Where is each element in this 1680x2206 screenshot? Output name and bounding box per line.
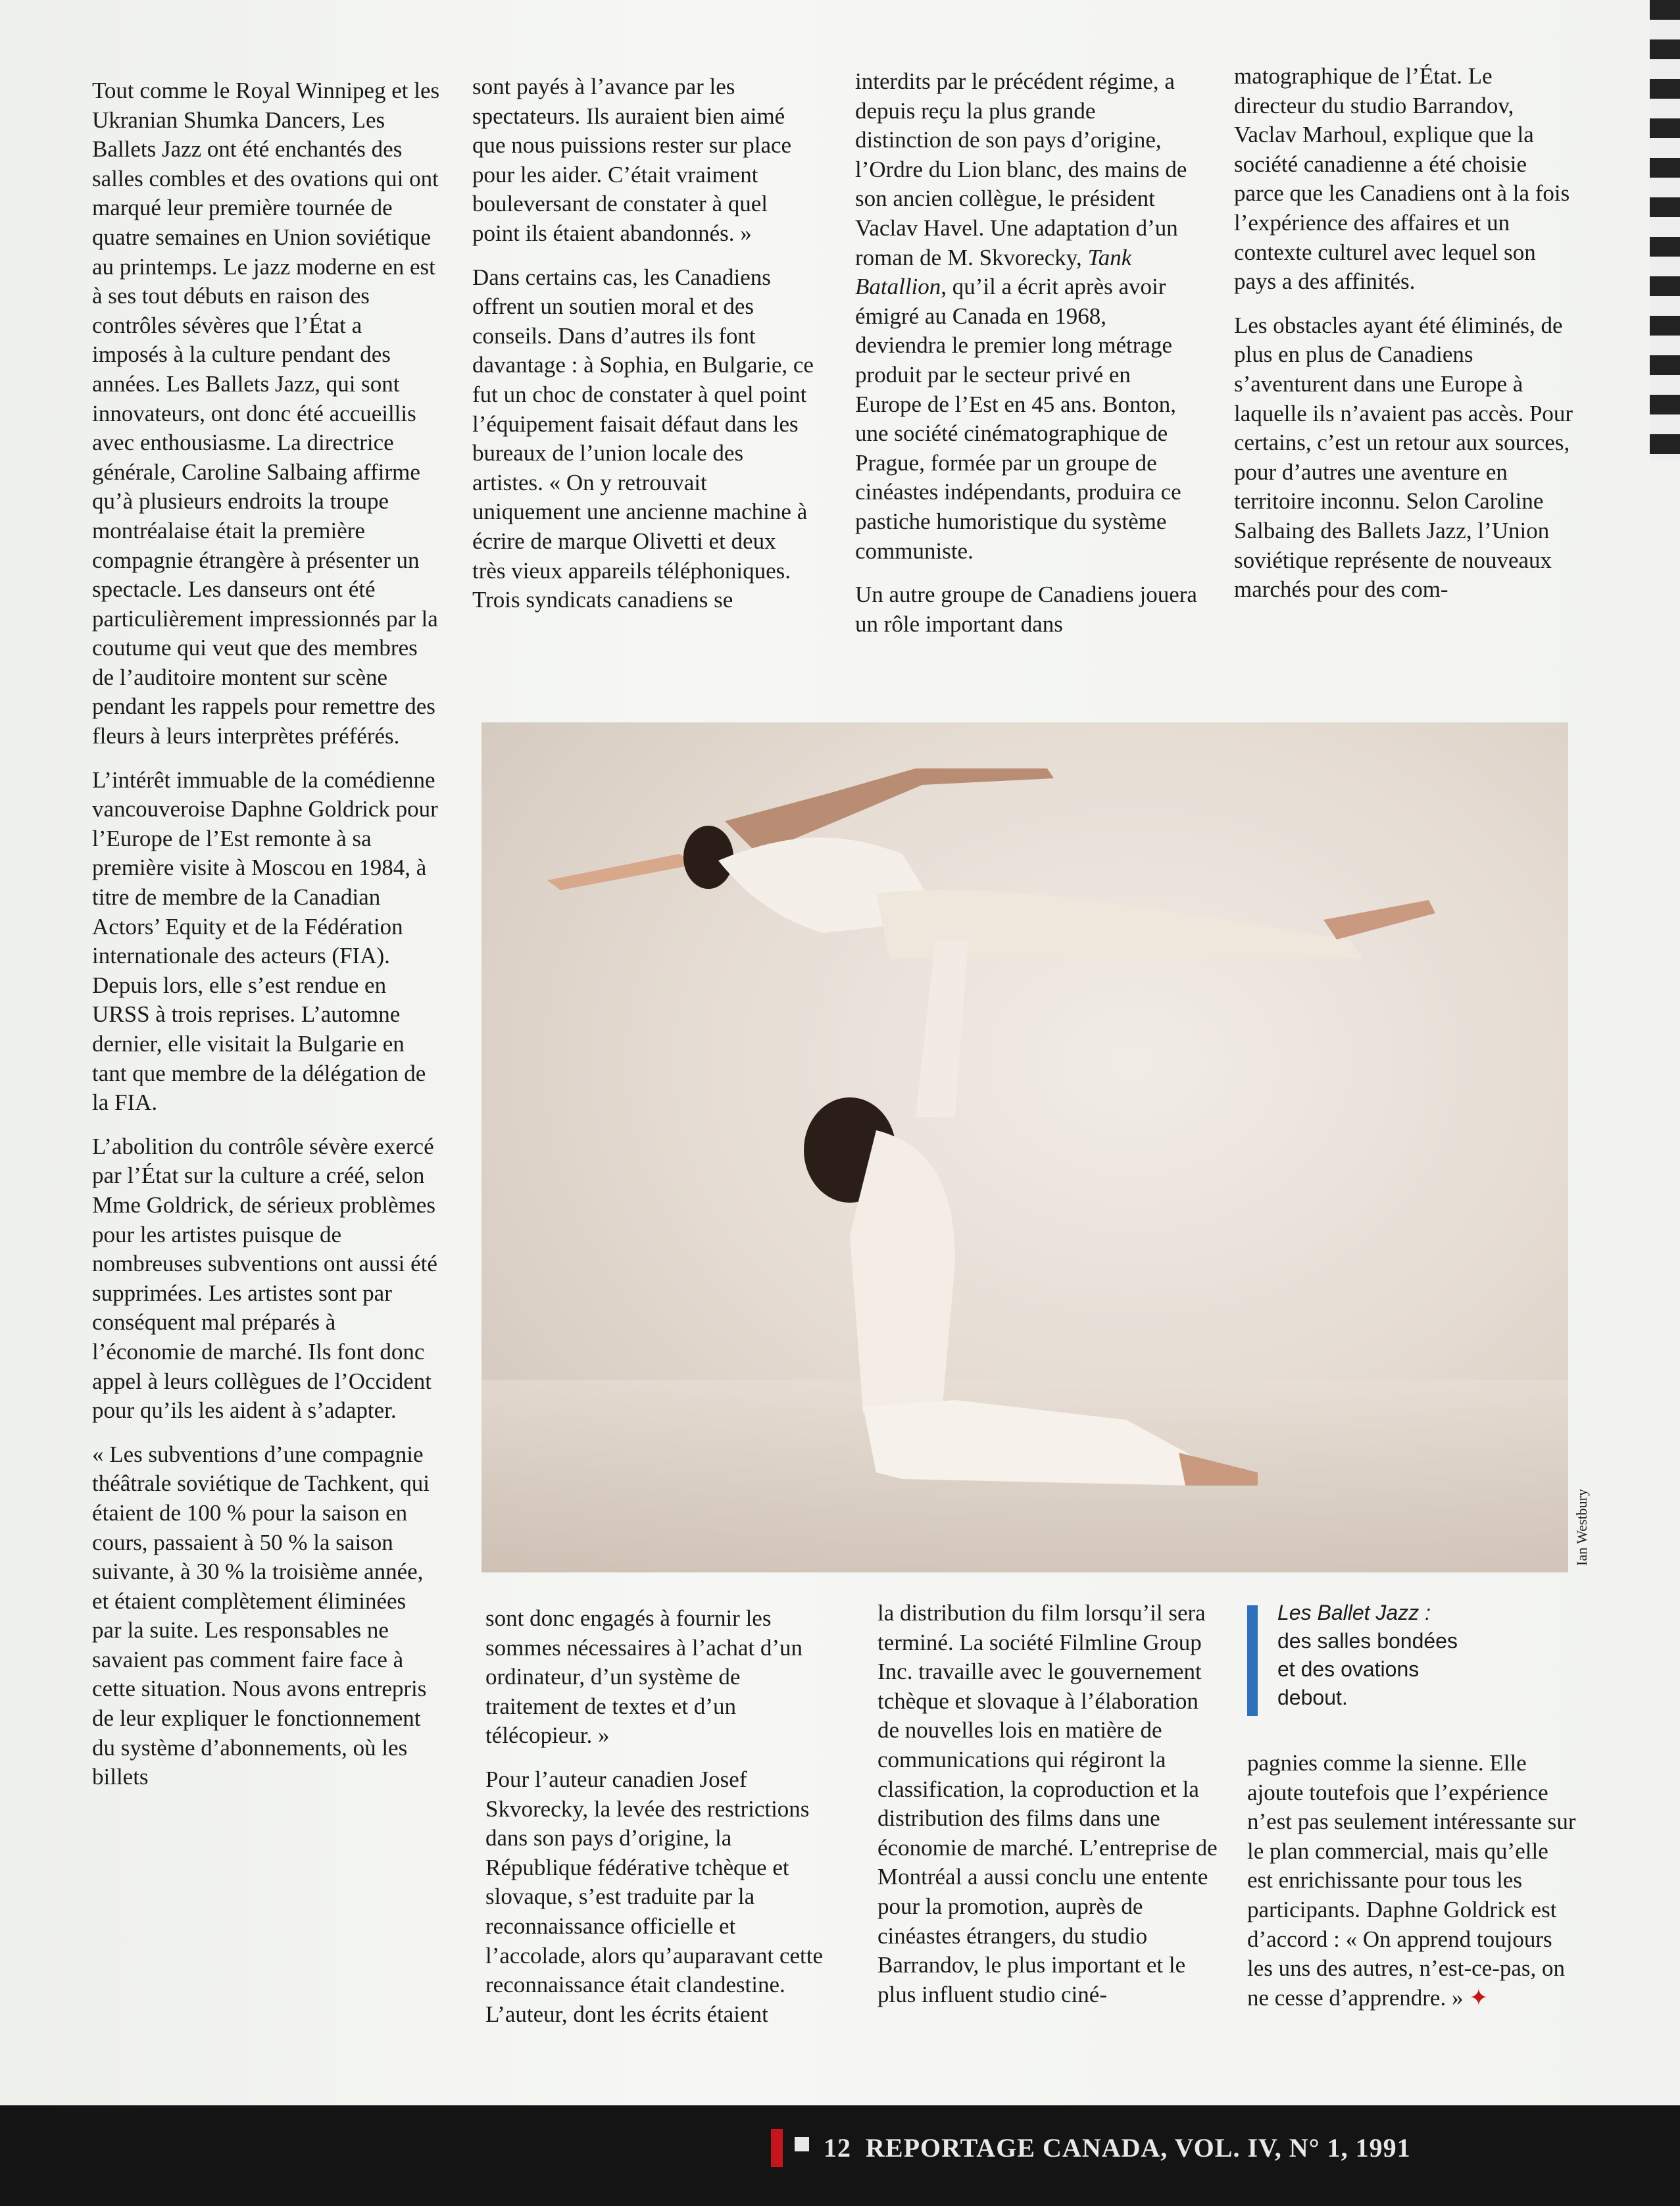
col1-paragraph-4: « Les subventions d’une compagnie théâtrale soviétique de Tachkent, qui étaient de 100 % pour la saison en cours, passaient à 50 % la saison suivante, à 30 % la troisième année, et étaient complètement éliminées par la suite. Les responsables ne savaient pas comment faire face à cette situation. Nous avons entrepris de leur expliquer le fonctionnement du système d’abonnements, où les billets [92,1441,430,1790]
caption-accent-bar [1247,1605,1258,1716]
col2b-paragraph-2: Pour l’auteur canadien Josef Skvorecky, la levée des restrictions dans son pays d’origine, la République fédérative tchèque et slovaque, s’est traduite par la reconnaissance officielle et l’accolade, alors qu’auparavant cette reconnaissance était clandestine. L’auteur, dont les écrits étaient [485,1766,824,2027]
photo-caption [1247,1599,1475,1712]
col1-paragraph-1: Tout comme le Royal Winnipeg et les Ukranian Shumka Dancers, Les Ballets Jazz ont été enchantés des salles combles et des ovations qui ont marqué leur première tournée de quatre semaines en Union soviétique au printemps. Le jazz moderne en est à ses tout débuts en raison des contrôles sévères que l’État a imposés à la culture pendant des années. Les Ballets Jazz, qui sont innovateurs, ont donc été accueillis avec enthousiasme. La directrice générale, Caroline Salbaing affirme qu’à plusieurs endroits la troupe montréalaise était la première compagnie étrangère à présenter un spectacle. Les danseurs ont été particulièrement impressionnés par la coutume qui veut que des membres de l’auditoire montent sur scène pendant les rappels pour remettre des fleurs à leurs interprètes préférés. [92,78,440,749]
column-4-top [1234,62,1576,619]
book-title: Tank Batallion [855,244,1132,300]
column-1 [92,76,441,1807]
column-2-bottom [485,1604,828,2043]
col3-text-c: , qu’il a écrit après avoir émigré au Canada en 1968, deviendra le premier long métrage produit par le secteur privé en Europe de l’Est en 45 ans. Bonton, une société cinématographique de Prague, formée par un groupe de cinéastes indépendants, produira ce pastiche humoristique du système communiste. [855,274,1181,564]
col3-text-a: interdits par le précédent régime, a depuis reçu la plus grande distinction de son pays d’origine, l’Ordre du Lion blanc, des mains de son ancien collègue, le président Vaclav Havel. Une adaptation d’un roman de M. Skvorecky, [855,68,1187,270]
caption-title: Les Ballet Jazz : [1277,1601,1431,1624]
dancers-illustration [482,722,1568,1572]
col1-paragraph-2: L’intérêt immuable de la comédienne vancouveroise Daphne Goldrick pour l’Europe de l’Est remonte à sa première visite à Moscou en 1984, à titre de membre de la Canadian Actors’ Equity et de la Fédération internationale des acteurs (FIA). Depuis lors, elle s’est rendue en URSS à trois reprises. L’automne dernier, elle visitait la Bulgarie en tant que membre de la délégation de la FIA. [92,766,438,1116]
photo-credit: Ian Westbury [1573,1489,1590,1566]
col2b-paragraph-1: sont donc engagés à fournir les sommes nécessaires à l’achat d’un ordinateur, d’un système de traitement de textes et d’un télécopieur. » [485,1605,803,1749]
column-2-top [472,72,814,630]
caption-line-4: debout. [1277,1686,1348,1709]
caption-line-3: et des ovations [1277,1657,1420,1681]
page-footer [771,2132,1411,2170]
maple-leaf-icon: ✦ [1469,1984,1489,2011]
dance-photo [482,722,1568,1572]
col1-paragraph-3: L’abolition du contrôle sévère exercé par l’État sur la culture a créé, selon Mme Goldrick, de sérieux problèmes pour les artistes puisque de nombreuses subventions ont aussi été supprimées. Les artistes sont par conséquent mal préparés à l’économie de marché. Ils font donc appel à leurs collègues de l’Occident pour qu’ils les aident à s’adapter. [92,1133,437,1424]
col3b-paragraph-1: la distribution du film lorsqu’il sera terminé. La société Filmline Group Inc. travaille avec le gouvernement tchèque et slovaque à l’élaboration de nouvelles lois en matière de communications qui régiront la classification, la coproduction et la distribution des films dans une économie de marché. L’entreprise de Montréal a aussi conclu une entente pour la promotion, auprès de cinéastes étrangers, du studio Barrandov, le plus important et le plus influent studio ciné- [877,1600,1218,2007]
column-4-bottom [1247,1749,1576,2027]
col4-paragraph-2: Les obstacles ayant été éliminés, de plus en plus de Canadiens s’aventurent dans une Europe à laquelle ils n’avaient pas accès. Pour certains, c’est un retour aux sources, pour d’autres une aventure en territoire inconnu. Selon Caroline Salbaing des Ballets Jazz, l’Union soviétique représente de nouveaux marchés pour des com- [1234,312,1573,603]
col3-paragraph-1 [855,67,1197,566]
footer-red-marker [771,2129,783,2167]
col4b-text: pagnies comme la sienne. Elle ajoute toutefois que l’expérience n’est pas seulement intéressante sur le plan commercial, mais qu’elle est enrichissante pour tous les participants. Daphne Goldrick est d’accord : « On apprend toujours les uns des autres, n’est-ce-pas, on ne cesse d’apprendre. » [1247,1750,1576,2011]
col4b-paragraph-1 [1247,1749,1576,2013]
page-edge-marks [1650,0,1680,461]
footer-square-icon [795,2137,809,2151]
col4-paragraph-1: matographique de l’État. Le directeur du studio Barrandov, Vaclav Marhoul, explique que la société canadienne a été choisie parce que les Canadiens ont à la fois l’expérience des affaires et un contexte culturel avec lequel son pays a des affinités. [1234,63,1570,295]
col2-paragraph-2: Dans certains cas, les Canadiens offrent un soutien moral et des conseils. Dans d’autres ils font davantage : à Sophia, en Bulgarie, ce fut un choc de constater à quel point l’équipement faisait défaut dans les bureaux de l’union locale des artistes. « On y retrouvait uniquement une ancienne machine à écrire de marque Olivetti et deux très vieux appareils téléphoniques. Trois syndicats canadiens se [472,264,814,613]
column-3-top [855,67,1197,653]
col2-paragraph-1: sont payés à l’avance par les spectateurs. Ils auraient bien aimé que nous puissions rester sur place pour les aider. C’était vraiment bouleversant de constater à quel point ils étaient abandonnés. » [472,74,792,246]
page-number: 12 [824,2133,851,2163]
female-dancer [547,768,1435,959]
col3-paragraph-2: Un autre groupe de Canadiens jouera un rôle important dans [855,582,1197,637]
publication-title: REPORTAGE CANADA, VOL. IV, N° 1, 1991 [866,2133,1411,2163]
caption-line-2: des salles bondées [1277,1629,1458,1653]
column-3-bottom [877,1599,1220,2024]
